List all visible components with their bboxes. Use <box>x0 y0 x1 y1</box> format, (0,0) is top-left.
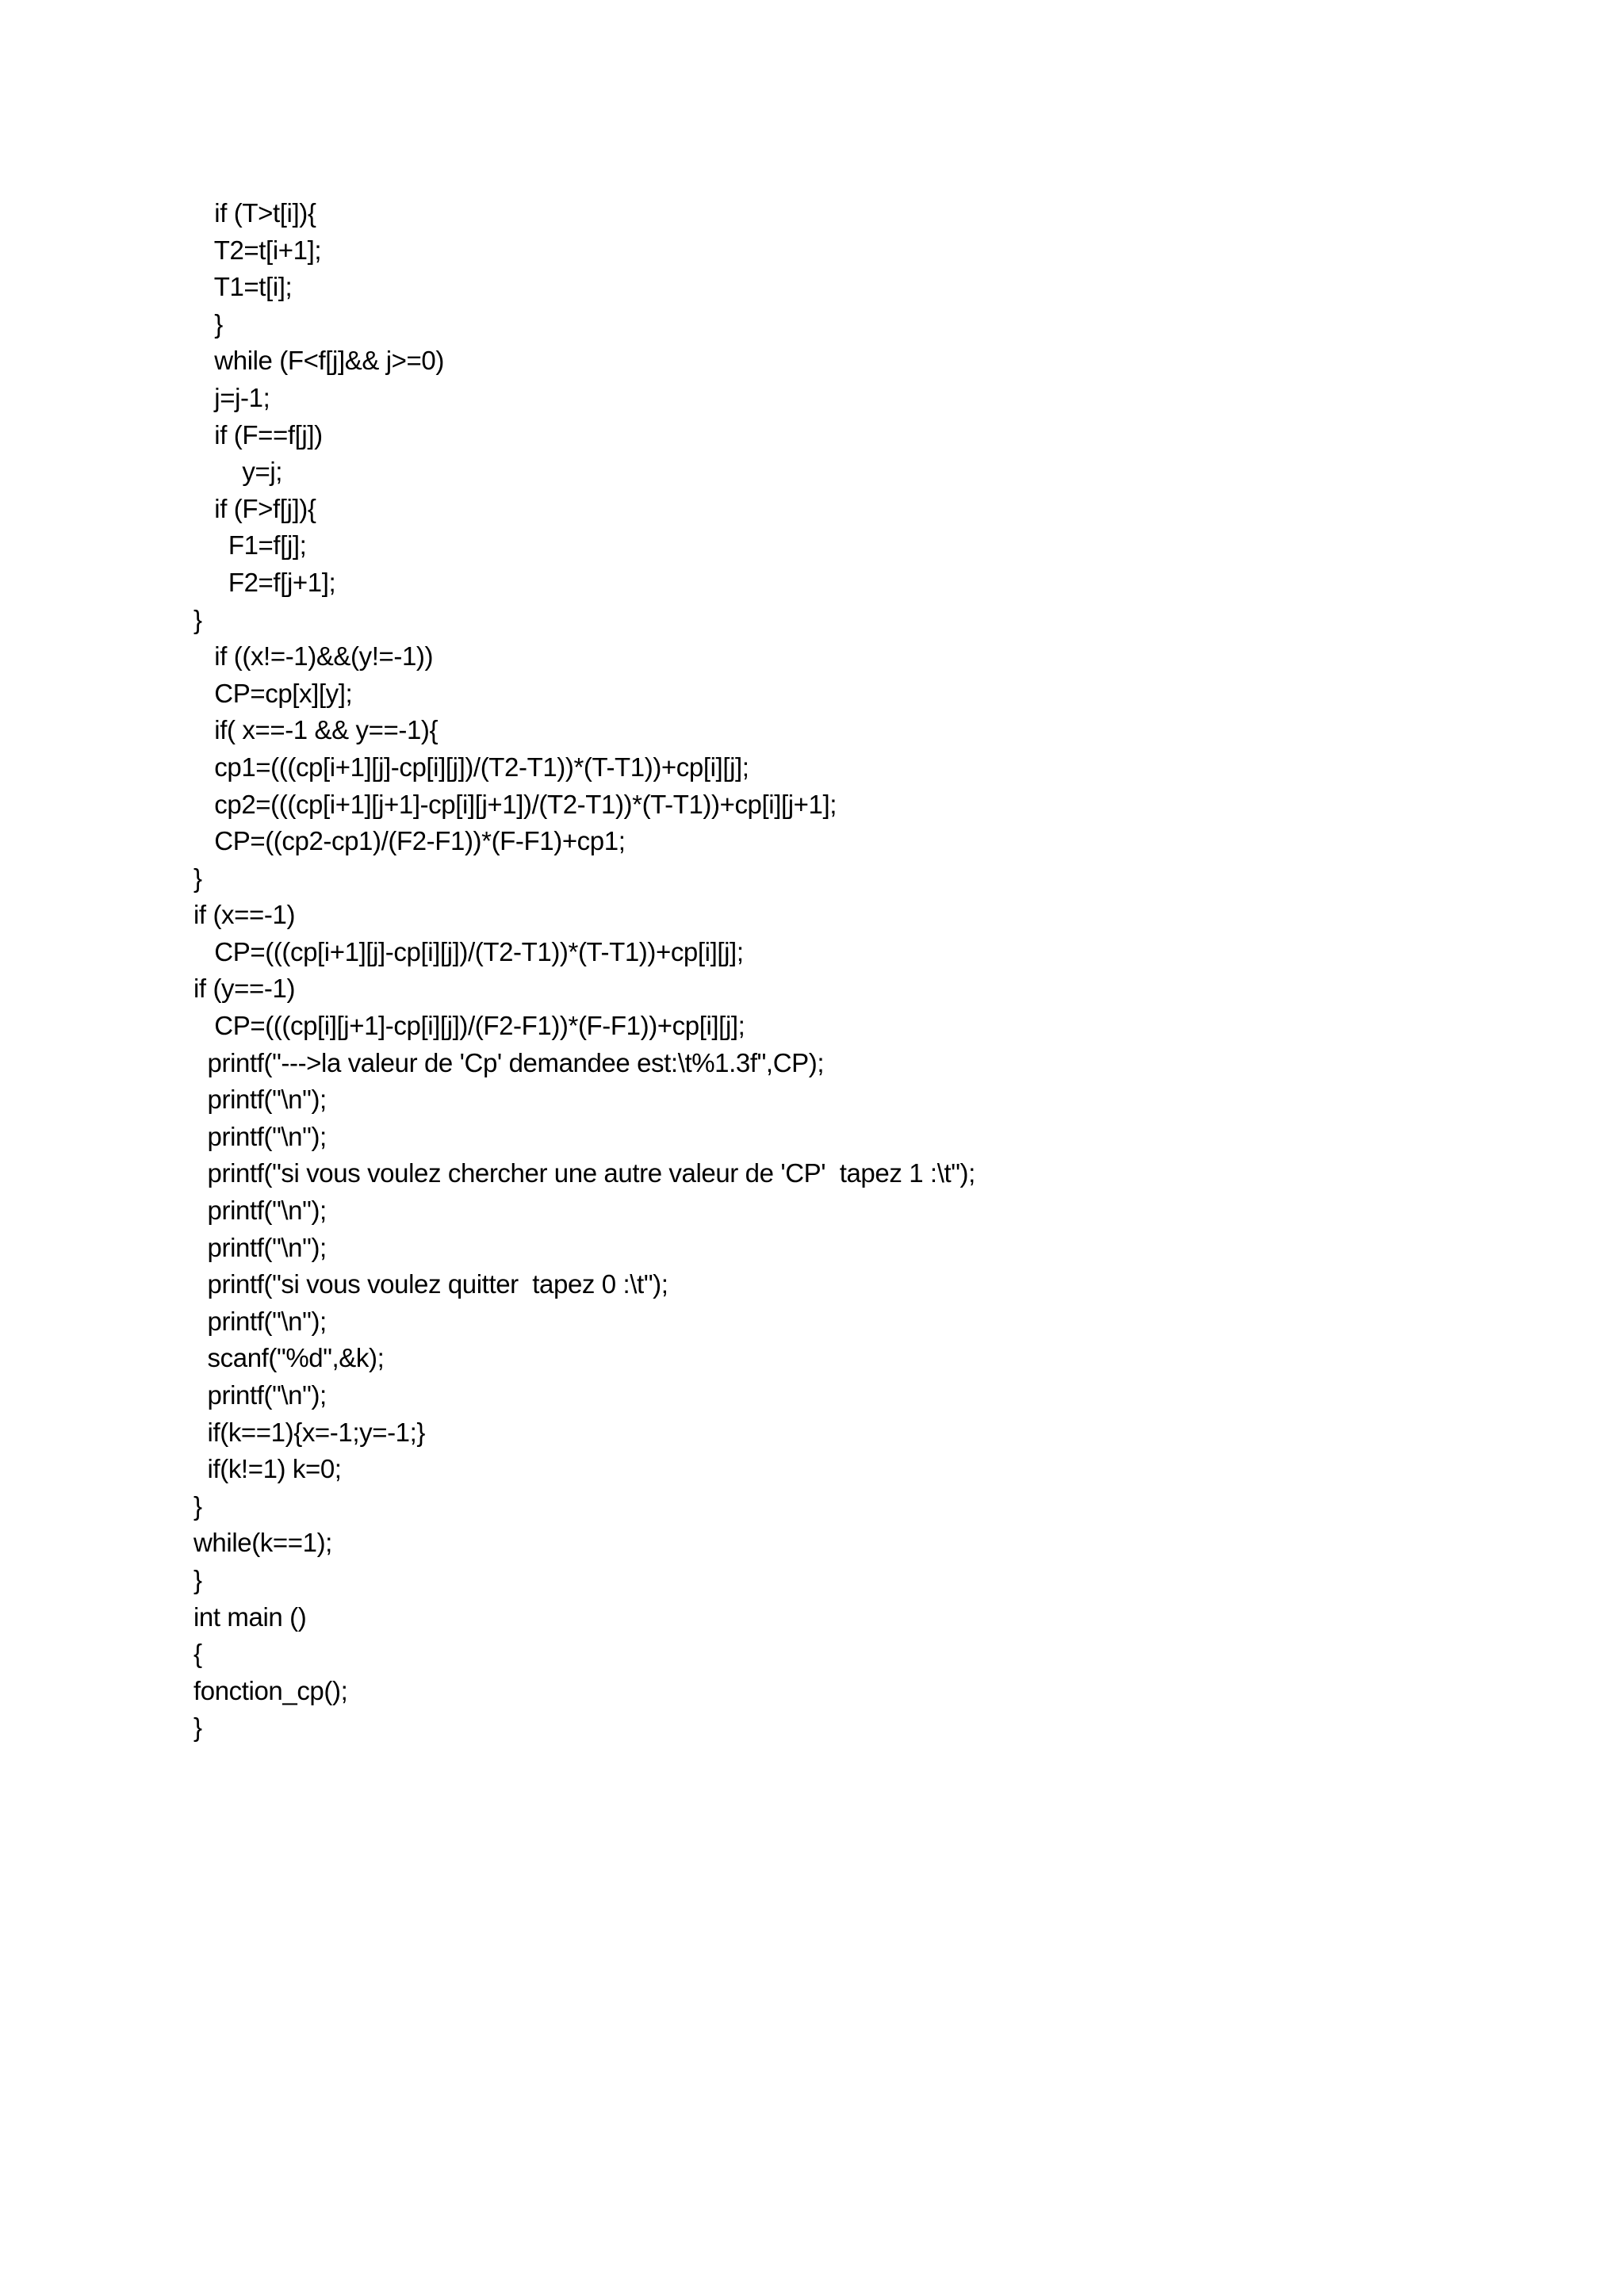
code-line: if (T>t[i]){ <box>193 198 316 228</box>
code-line: } <box>193 1490 202 1521</box>
code-line: if (F>f[j]){ <box>193 493 316 523</box>
code-line: printf("\n"); <box>193 1306 327 1336</box>
code-line: } <box>193 863 202 893</box>
code-line: printf("\n"); <box>193 1196 327 1226</box>
code-listing <box>193 195 1542 1747</box>
code-line: y=j; <box>193 457 283 487</box>
code-line: } <box>193 308 223 339</box>
code-line: T1=t[i]; <box>193 272 293 302</box>
code-line: } <box>193 604 202 634</box>
code-line: cp1=(((cp[i+1][j]-cp[i][j])/(T2-T1))*(T-T1))+cp[i][j]; <box>193 752 749 782</box>
code-line: if (x==-1) <box>193 900 296 930</box>
code-line: } <box>193 1712 202 1743</box>
code-line: while (F<f[j]&& j>=0) <box>193 346 444 376</box>
code-line: CP=cp[x][y]; <box>193 678 353 708</box>
code-line: if (y==-1) <box>193 974 296 1004</box>
code-line: CP=(((cp[i][j+1]-cp[i][j])/(F2-F1))*(F-F1))+cp[i][j]; <box>193 1011 745 1041</box>
code-line: if (F==f[j]) <box>193 419 323 450</box>
code-line: j=j-1; <box>193 382 270 412</box>
code-line: if( x==-1 && y==-1){ <box>193 715 439 745</box>
code-line: while(k==1); <box>193 1528 332 1558</box>
code-line: F1=f[j]; <box>193 530 307 561</box>
code-line: T2=t[i+1]; <box>193 235 322 265</box>
code-line: CP=(((cp[i+1][j]-cp[i][j])/(T2-T1))*(T-T1))+cp[i][j]; <box>193 936 744 966</box>
code-line: CP=((cp2-cp1)/(F2-F1))*(F-F1)+cp1; <box>193 826 626 856</box>
code-line: } <box>193 1564 202 1594</box>
code-line: printf("si vous voulez quitter tapez 0 :\t"); <box>193 1269 668 1299</box>
code-line: printf("\n"); <box>193 1085 327 1115</box>
code-line: printf("--->la valeur de 'Cp' demandee est:\t%1.3f",CP); <box>193 1047 825 1077</box>
code-line: { <box>193 1639 202 1669</box>
code-line: F2=f[j+1]; <box>193 567 336 597</box>
code-line: if(k!=1) k=0; <box>193 1454 342 1484</box>
code-line: if ((x!=-1)&&(y!=-1)) <box>193 641 434 672</box>
code-line: fonction_cp(); <box>193 1675 348 1705</box>
code-line: printf("\n"); <box>193 1232 327 1262</box>
code-line: printf("\n"); <box>193 1121 327 1151</box>
code-line: int main () <box>193 1601 307 1632</box>
code-line: printf("si vous voulez chercher une autre valeur de 'CP' tapez 1 :\t"); <box>193 1158 975 1188</box>
code-line: cp2=(((cp[i+1][j+1]-cp[i][j+1])/(T2-T1))*(T-T1))+cp[i][j+1]; <box>193 789 837 819</box>
code-line: if(k==1){x=-1;y=-1;} <box>193 1417 426 1447</box>
code-line: printf("\n"); <box>193 1380 327 1410</box>
code-line: scanf("%d",&k); <box>193 1343 385 1373</box>
